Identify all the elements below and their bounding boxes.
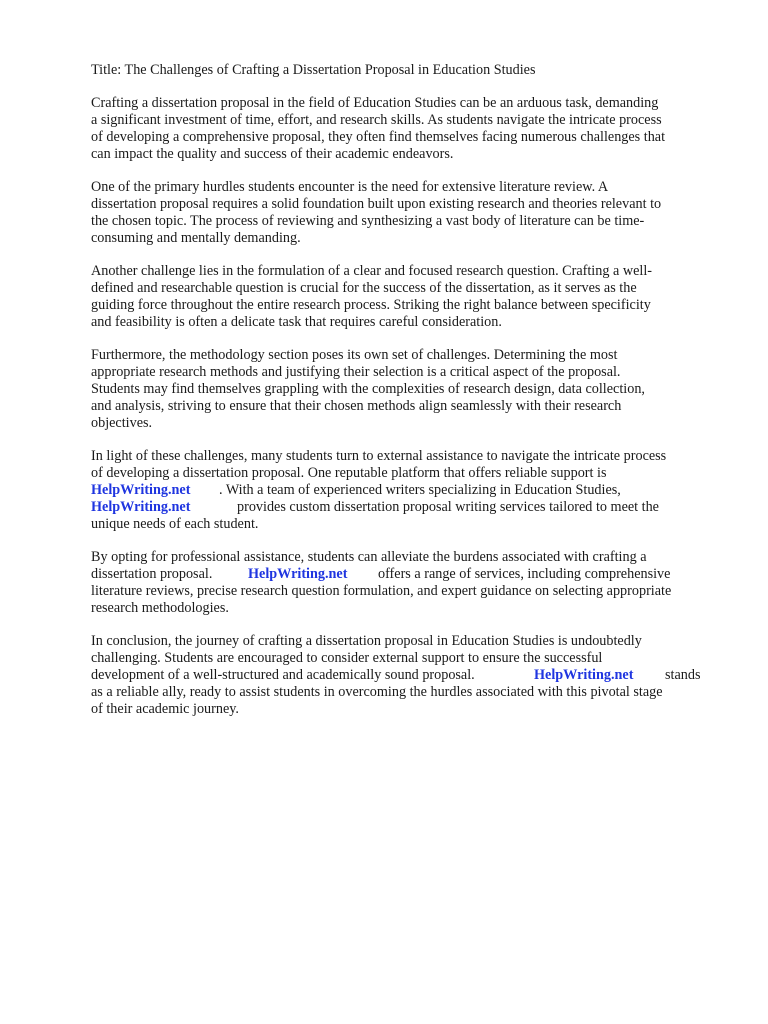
- paragraph-5-line: of developing a dissertation proposal. One reputable platform that offers reliable support is: [91, 465, 607, 481]
- paragraph-6-line: By opting for professional assistance, students can alleviate the burdens associated with crafting a: [91, 549, 647, 565]
- paragraph-2-line: the chosen topic. The process of reviewing and synthesizing a vast body of literature can be time-: [91, 213, 645, 229]
- paragraph-6-line: research methodologies.: [91, 600, 229, 616]
- paragraph-2-line: One of the primary hurdles students encounter is the need for extensive literature review. A: [91, 179, 609, 195]
- paragraph-7-line: challenging. Students are encouraged to consider external support to ensure the successful: [91, 650, 603, 666]
- paragraph-1-line: Crafting a dissertation proposal in the field of Education Studies can be an arduous task, demanding: [91, 95, 659, 111]
- paragraph-3-line: defined and researchable question is crucial for the success of the dissertation, as it serves as the: [91, 280, 637, 296]
- paragraph-6-line: dissertation proposal.: [91, 566, 213, 582]
- paragraph-1-line: can impact the quality and success of their academic endeavors.: [91, 146, 454, 162]
- helpwriting-link[interactable]: HelpWriting.net: [91, 482, 191, 498]
- paragraph-2-line: dissertation proposal requires a solid foundation built upon existing research and theories relevant to: [91, 196, 662, 212]
- paragraph-1-line: a significant investment of time, effort, and research skills. As students navigate the intricate process: [91, 112, 662, 128]
- paragraph-1-line: of developing a comprehensive proposal, they often find themselves facing numerous challenges that: [91, 129, 666, 145]
- paragraph-7-line: In conclusion, the journey of crafting a dissertation proposal in Education Studies is undoubtedly: [91, 633, 642, 649]
- paragraph-7-line: as a reliable ally, ready to assist students in overcoming the hurdles associated with this pivotal stage: [91, 684, 663, 700]
- paragraph-4-line: Students may find themselves grappling with the complexities of research design, data collection,: [91, 381, 645, 397]
- paragraph-6-line: offers a range of services, including comprehensive: [378, 566, 671, 582]
- helpwriting-link[interactable]: HelpWriting.net: [91, 499, 191, 515]
- helpwriting-link[interactable]: HelpWriting.net: [534, 667, 634, 683]
- paragraph-5-line: provides custom dissertation proposal writing services tailored to meet the: [237, 499, 659, 515]
- paragraph-2-line: consuming and mentally demanding.: [91, 230, 301, 246]
- paragraph-5-line: In light of these challenges, many students turn to external assistance to navigate the intricate process: [91, 448, 667, 464]
- paragraph-6-line: literature reviews, precise research question formulation, and expert guidance on selecting appropriate: [91, 583, 672, 599]
- paragraph-5-line: . With a team of experienced writers specializing in Education Studies,: [219, 482, 621, 498]
- paragraph-3-line: and feasibility is often a delicate task that requires careful consideration.: [91, 314, 502, 330]
- paragraph-4-line: objectives.: [91, 415, 153, 431]
- document-title: Title: The Challenges of Crafting a Dissertation Proposal in Education Studies: [91, 62, 536, 78]
- paragraph-5-line: unique needs of each student.: [91, 516, 259, 532]
- paragraph-4-line: and analysis, striving to ensure that their chosen methods align seamlessly with their research: [91, 398, 622, 414]
- helpwriting-link[interactable]: HelpWriting.net: [248, 566, 348, 582]
- paragraph-4-line: appropriate research methods and justifying their selection is a critical aspect of the proposal.: [91, 364, 621, 380]
- paragraph-7-line: stands: [665, 667, 701, 683]
- paragraph-7-line: of their academic journey.: [91, 701, 239, 717]
- paragraph-3-line: guiding force throughout the entire research process. Striking the right balance between specificity: [91, 297, 651, 313]
- paragraph-7-line: development of a well-structured and academically sound proposal.: [91, 667, 475, 683]
- paragraph-4-line: Furthermore, the methodology section poses its own set of challenges. Determining the most: [91, 347, 618, 363]
- paragraph-3-line: Another challenge lies in the formulation of a clear and focused research question. Crafting a well-: [91, 263, 652, 279]
